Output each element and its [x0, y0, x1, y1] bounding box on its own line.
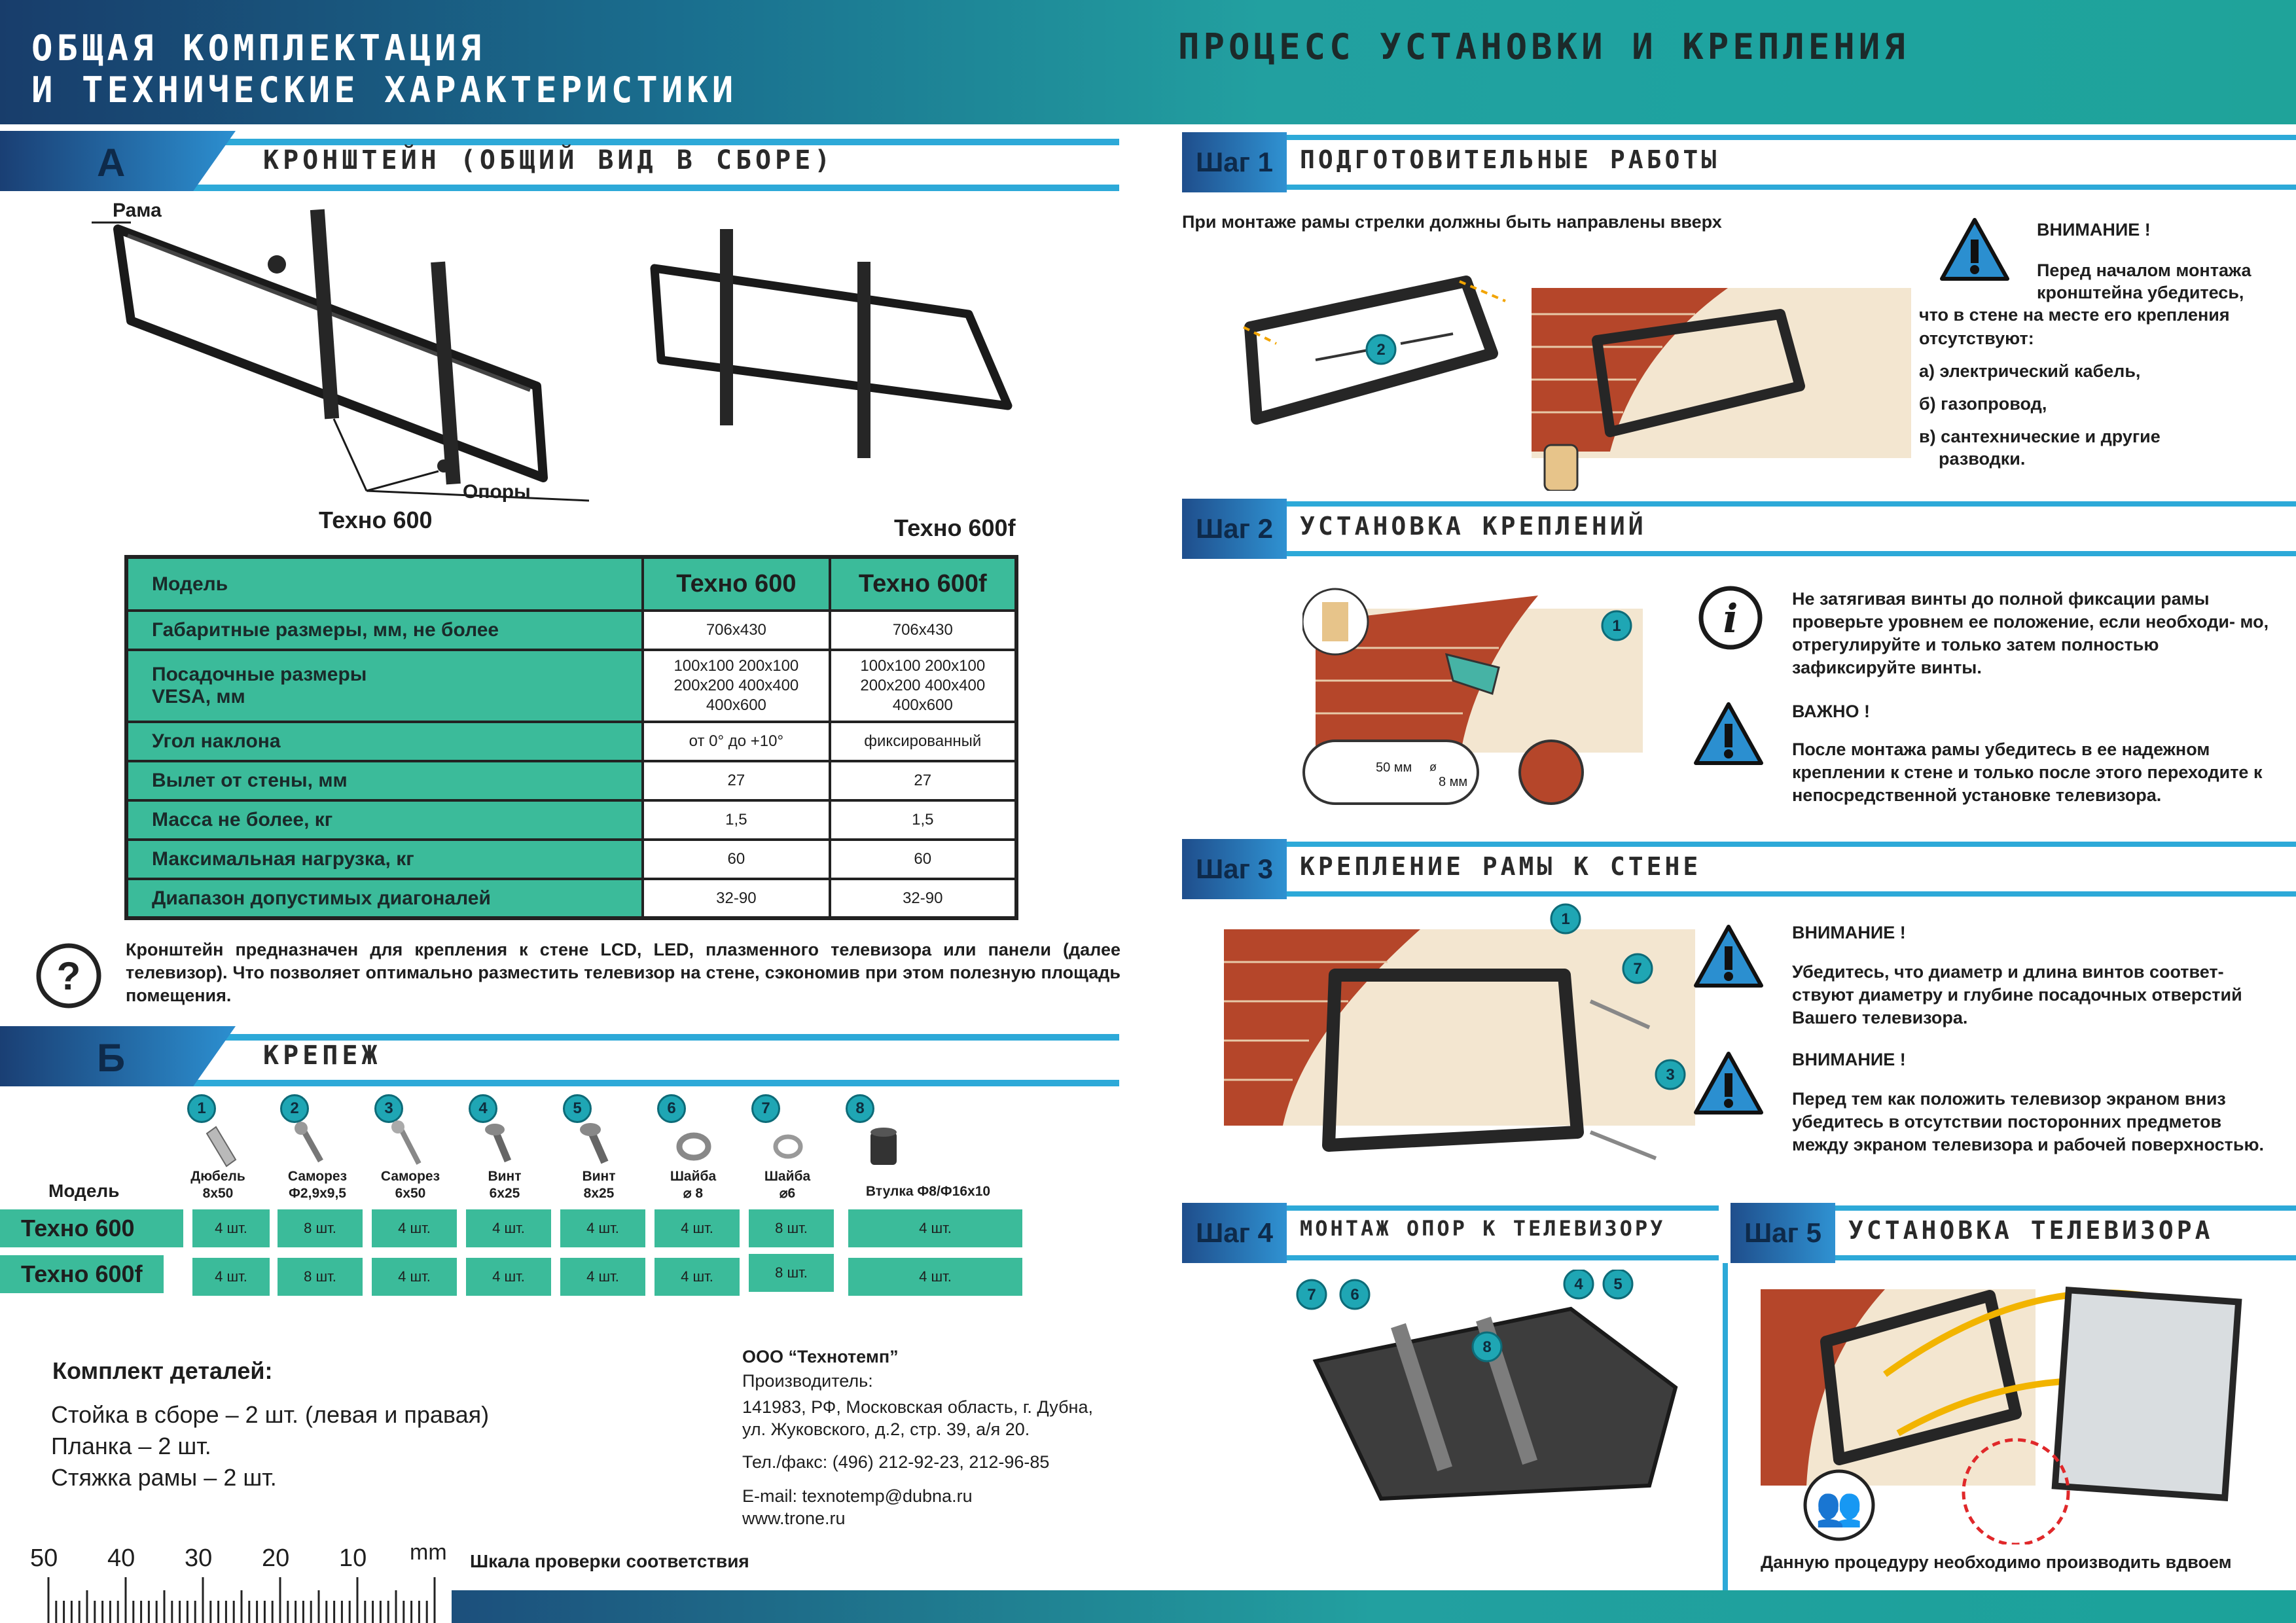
spec-value: 60	[643, 840, 829, 879]
step3-title: КРЕПЛЕНИЕ РАМЫ К СТЕНЕ	[1300, 852, 1702, 881]
hardware-qty: 4 шт.	[560, 1258, 645, 1296]
spec-value: фиксированный	[830, 722, 1016, 761]
svg-text:1: 1	[1561, 910, 1570, 928]
spec-value: 1,5	[643, 800, 829, 840]
company-address-line1: 141983, РФ, Московская область, г. Дубна,	[742, 1397, 1093, 1417]
step2-warning-title: ВАЖНО !	[1792, 702, 1871, 721]
hardware-qty: 4 шт.	[848, 1258, 1022, 1296]
spec-row	[126, 761, 1016, 800]
scale-tick-label: 40	[107, 1544, 135, 1572]
kit-item: Планка – 2 шт.	[51, 1433, 211, 1459]
sleeve-icon	[870, 1128, 897, 1165]
step3-warning1-text: Убедитесь, что диаметр и длина винтов соответ- ствуют диаметру и глубине посадочных отверстий Вашего телевизора.	[1792, 962, 2242, 1028]
dimension-label: 8 мм	[1439, 775, 1468, 789]
hardware-qty: 8 шт.	[278, 1209, 363, 1247]
hardware-qty: 4 шт.	[848, 1209, 1022, 1247]
section-b-letter: Б	[97, 1036, 126, 1080]
hardware-name: Шайба ⌀6	[764, 1169, 811, 1202]
info-icon	[1696, 584, 1765, 652]
hardware-qty: 8 шт.	[278, 1258, 363, 1296]
spec-key: Масса не более, кг	[126, 800, 643, 840]
hardware-qty: 8 шт.	[749, 1254, 834, 1292]
svg-text:8: 8	[1482, 1338, 1492, 1356]
left-title-line1: ОБЩАЯ КОМПЛЕКТАЦИЯ	[31, 27, 486, 69]
step1-warning-line: отсутствуют:	[1919, 329, 2034, 348]
company-website[interactable]: www.trone.ru	[742, 1508, 846, 1528]
dowel-icon	[207, 1127, 236, 1166]
hardware-number-badge: 6	[657, 1094, 686, 1123]
spec-header-model: Модель	[126, 557, 643, 611]
frame-to-wall-illustration	[1224, 903, 1695, 1204]
dimension-label: ø	[1429, 760, 1437, 774]
dowel-detail	[1518, 740, 1584, 805]
hardware-pictograms	[190, 1120, 910, 1173]
scale-tick-label: 20	[262, 1544, 290, 1572]
spec-value: 60	[830, 840, 1016, 879]
step1-header	[1182, 132, 2296, 192]
bolt-icon	[485, 1124, 508, 1161]
dimension-label: 50 мм	[1376, 760, 1412, 775]
step1-warning-line: что в стене на месте его крепления	[1919, 305, 2230, 325]
hardware-number-badge: 2	[280, 1094, 309, 1123]
step5-caption: Данную процедуру необходимо производить вдвоем	[1761, 1552, 2232, 1572]
step1-label: Шаг 1	[1182, 132, 1287, 192]
svg-text:3: 3	[1666, 1066, 1675, 1084]
long-screw-icon	[391, 1120, 419, 1164]
spec-value: 706x430	[830, 611, 1016, 650]
spec-row	[126, 840, 1016, 879]
spec-value: 27	[643, 761, 829, 800]
svg-text:2: 2	[1376, 341, 1386, 359]
svg-text:7: 7	[1307, 1286, 1316, 1304]
step4-label: Шаг 4	[1182, 1203, 1287, 1263]
hardware-name: Винт 8x25	[582, 1169, 616, 1202]
spec-value: 100x100 200x100 200x200 400x400 400x600	[830, 650, 1016, 722]
bracket-tilt-illustration	[92, 196, 589, 504]
step1-list-item: разводки.	[1939, 449, 2026, 469]
tv-hanging-illustration	[1754, 1270, 2291, 1544]
step5-label: Шаг 5	[1731, 1203, 1835, 1263]
step2-warning-text: После монтажа рамы убедитесь в ее надежном креплении к стене и только после этого переходите к непосредственной установке телевизора.	[1792, 740, 2263, 806]
step3-label: Шаг 3	[1182, 839, 1287, 899]
warning-icon	[1693, 700, 1765, 770]
spec-value: от 0° до +10°	[643, 722, 829, 761]
step1-caption: При монтаже рамы стрелки должны быть направлены вверх	[1182, 212, 1722, 232]
spec-value: 32-90	[830, 879, 1016, 918]
hardware-qty: 4 шт.	[466, 1209, 551, 1247]
section-b-header	[0, 1026, 1119, 1086]
bottom-band	[452, 1590, 2296, 1623]
hardware-row-model: Техно 600	[0, 1209, 183, 1247]
section-a-header	[0, 131, 1119, 191]
bolt-large-icon	[580, 1123, 605, 1162]
label-model-techno600: Техно 600	[319, 507, 433, 533]
scale-caption: Шкала проверки соответствия	[470, 1551, 749, 1571]
scale-tick-label: 50	[30, 1544, 58, 1572]
hardware-name: Саморез 6x50	[380, 1169, 440, 1202]
kit-item: Стойка в сборе – 2 шт. (левая и правая)	[51, 1401, 490, 1428]
hardware-qty: 4 шт.	[372, 1209, 457, 1247]
label-model-techno600f: Техно 600f	[894, 514, 1016, 541]
check-scale-ruler	[39, 1572, 445, 1623]
spec-key: Вылет от стены, мм	[126, 761, 643, 800]
step2-label: Шаг 2	[1182, 499, 1287, 559]
spec-value: 706x430	[643, 611, 829, 650]
step1-warning-line: Перед началом монтажа	[2037, 260, 2251, 280]
step2-header	[1182, 499, 2296, 559]
step5-header	[1731, 1203, 2296, 1263]
company-address-line2: ул. Жуковского, д.2, стр. 39, а/я 20.	[742, 1419, 1030, 1439]
scale-tick-label: 30	[185, 1544, 213, 1572]
hardware-qty: 4 шт.	[372, 1258, 457, 1296]
kit-title: Комплект деталей:	[52, 1357, 273, 1384]
label-frame: Рама	[113, 200, 162, 221]
svg-text:5: 5	[1613, 1275, 1623, 1293]
screw-icon	[295, 1122, 321, 1161]
step1-warning-title: ВНИМАНИЕ !	[2037, 220, 2151, 240]
step1-list-item: а) электрический кабель,	[1919, 361, 2141, 381]
step5-title: УСТАНОВКА ТЕЛЕВИЗОРА	[1848, 1216, 2214, 1245]
hardware-name: Втулка Ф8/Ф16x10	[865, 1184, 991, 1199]
company-role: Производитель:	[742, 1371, 873, 1391]
left-title-line2: И ТЕХНИЧЕСКИЕ ХАРАКТЕРИСТИКИ	[31, 69, 738, 111]
warning-icon	[1693, 923, 1765, 992]
hardware-row-model: Техно 600f	[0, 1255, 164, 1293]
spec-key: Угол наклона	[126, 722, 643, 761]
right-page-title: ПРОЦЕСС УСТАНОВКИ И КРЕПЛЕНИЯ	[1178, 26, 1909, 67]
hardware-qty: 4 шт.	[192, 1258, 270, 1296]
bracket-fixed-illustration	[641, 216, 1034, 465]
spec-header-techno600: Техно 600	[643, 557, 829, 611]
label-supports: Опоры	[463, 481, 531, 503]
washer-small-icon	[776, 1137, 800, 1156]
hardware-qty: 4 шт.	[560, 1209, 645, 1247]
step4-title: МОНТАЖ ОПОР К ТЕЛЕВИЗОРУ	[1300, 1216, 1666, 1241]
svg-text:👥: 👥	[1815, 1484, 1863, 1529]
step1-title: ПОДГОТОВИТЕЛЬНЫЕ РАБОТЫ	[1300, 145, 1720, 174]
step2-title: УСТАНОВКА КРЕПЛЕНИЙ	[1300, 512, 1647, 541]
hardware-qty: 4 шт.	[466, 1258, 551, 1296]
section-b-title: КРЕПЕЖ	[263, 1041, 382, 1071]
spec-key: Диапазон допустимых диагоналей	[126, 879, 643, 918]
hardware-name: Дюбель 8x50	[190, 1169, 245, 1202]
hardware-number-badge: 8	[846, 1094, 874, 1123]
company-name: ООО “Технотемп”	[742, 1347, 899, 1366]
left-page-title	[31, 27, 737, 111]
company-phone: Тел./факс: (496) 212-92-23, 212-96-85	[742, 1452, 1050, 1472]
hardware-name: Винт 6x25	[488, 1169, 522, 1202]
scale-unit: mm	[410, 1540, 447, 1565]
svg-text:6: 6	[1350, 1286, 1359, 1304]
brick-wall-marking-illustration	[1532, 275, 1911, 491]
bracket-purpose-note: Кронштейн предназначен для крепления к стене LCD, LED, плазменного телевизора или панели (далее телевизор). Что позволяет оптимально разместить телевизор на стене, сэкономив при этом полезную площадь помещения.	[126, 940, 1121, 1006]
spec-row	[126, 650, 1016, 722]
section-a-title: КРОНШТЕЙН (ОБЩИЙ ВИД В СБОРЕ)	[263, 145, 834, 175]
question-icon	[34, 941, 103, 1010]
svg-text:7: 7	[1633, 960, 1642, 978]
step3-warning2-text: Перед тем как положить телевизор экраном вниз убедитесь в отсутствии посторонних предметов между экраном телевизора и рабочей поверхностью.	[1792, 1089, 2265, 1155]
step3-warning2-title: ВНИМАНИЕ !	[1792, 1050, 1906, 1069]
step4-header	[1182, 1203, 1719, 1263]
hardware-number-badge: 1	[187, 1094, 216, 1123]
step1-list-item: б) газопровод,	[1919, 394, 2047, 414]
spec-key: Посадочные размеры VESA, мм	[126, 650, 643, 722]
spec-key: Габаритные размеры, мм, не более	[126, 611, 643, 650]
svg-text:4: 4	[1574, 1275, 1583, 1293]
step3-warning1-title: ВНИМАНИЕ !	[1792, 923, 1906, 942]
svg-text:i: i	[1723, 596, 1738, 642]
section-a-letter: А	[97, 141, 126, 185]
hardware-number-badge: 4	[469, 1094, 497, 1123]
hardware-number-badge: 3	[374, 1094, 403, 1123]
svg-text:?: ?	[56, 954, 81, 998]
hardware-number-badge: 5	[563, 1094, 592, 1123]
spec-value: 27	[830, 761, 1016, 800]
spec-row	[126, 800, 1016, 840]
hardware-name: Шайба ⌀ 8	[670, 1169, 717, 1202]
spec-value: 100x100 200x100 200x200 400x400 400x600	[643, 650, 829, 722]
spec-key: Максимальная нагрузка, кг	[126, 840, 643, 879]
hardware-qty: 4 шт.	[655, 1258, 740, 1296]
spec-row	[126, 722, 1016, 761]
warning-icon	[1693, 1050, 1765, 1119]
step1-list-item: в) сантехнические и другие	[1919, 427, 2161, 446]
company-email[interactable]: E-mail: texnotemp@dubna.ru	[742, 1486, 973, 1506]
hardware-qty: 4 шт.	[655, 1209, 740, 1247]
step1-warning-line: кронштейна убедитесь,	[2037, 283, 2244, 302]
hardware-model-label: Модель	[48, 1181, 120, 1201]
hardware-name: Саморез Ф2,9x9,5	[287, 1169, 348, 1202]
warning-icon	[1939, 216, 2011, 285]
kit-item: Стяжка рамы – 2 шт.	[51, 1464, 277, 1491]
frame-arrows-illustration	[1230, 262, 1512, 458]
spec-header-row	[126, 557, 1016, 611]
spec-row	[126, 879, 1016, 918]
scale-tick-label: 10	[339, 1544, 367, 1572]
svg-text:1: 1	[1612, 617, 1621, 635]
spec-header-techno600f: Техно 600f	[830, 557, 1016, 611]
hardware-number-badge: 7	[751, 1094, 780, 1123]
spec-value: 32-90	[643, 879, 829, 918]
step3-header	[1182, 839, 2296, 899]
step-divider	[1723, 1263, 1728, 1590]
washer-icon	[679, 1135, 708, 1158]
spec-value: 1,5	[830, 800, 1016, 840]
hardware-qty: 8 шт.	[749, 1209, 834, 1247]
spec-row	[126, 611, 1016, 650]
spec-table	[124, 555, 1018, 920]
hardware-qty: 4 шт.	[192, 1209, 270, 1247]
supports-on-tv-illustration	[1283, 1270, 1689, 1544]
step2-info-text: Не затягивая винты до полной фиксации рамы проверьте уровнем ее положение, если необходи- мо, отрегулируйте и только затем полностью зафиксируйте винты.	[1792, 589, 2269, 678]
